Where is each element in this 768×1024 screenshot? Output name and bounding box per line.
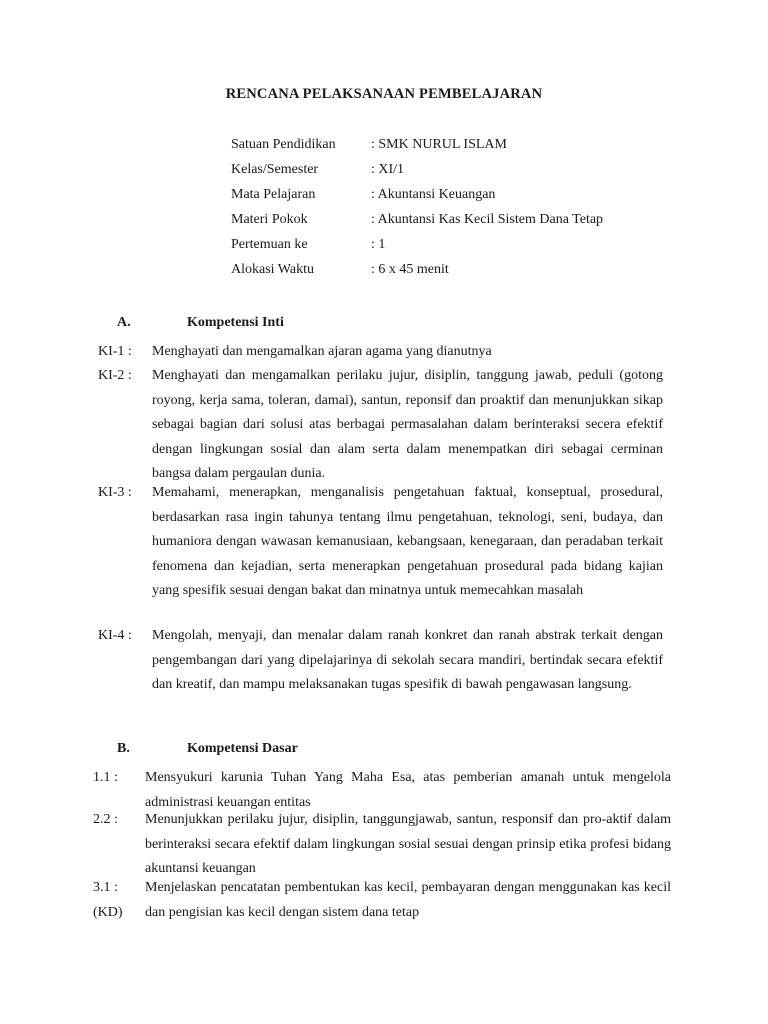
kd-code: 1.1 : <box>93 770 118 785</box>
section-title: Kompetensi Dasar <box>187 741 298 756</box>
identity-value: : 6 x 45 menit <box>371 262 449 277</box>
kd-text: Mensyukuri karunia Tuhan Yang Maha Esa, atas pemberian amanah untuk mengelola administrasi keuangan entitas <box>145 770 671 810</box>
ki-text: Menghayati dan mengamalkan ajaran agama yang dianutnya <box>152 344 492 359</box>
identity-value: : Akuntansi Kas Kecil Sistem Dana Tetap <box>371 212 604 227</box>
identity-row <box>231 162 603 187</box>
ki-code: KI-3 : <box>98 485 132 500</box>
kd-code-secondary: (KD) <box>93 905 123 920</box>
identity-label: Pertemuan ke <box>231 237 308 252</box>
identity-label: Kelas/Semester <box>231 162 319 177</box>
ki-code: KI-2 : <box>98 368 132 383</box>
identity-row <box>231 187 603 212</box>
ki-text: Memahami, menerapkan, menganalisis pengetahuan faktual, konseptual, prosedural, berdasarkan rasa ingin tahunya tentang ilmu pengetahuan, teknologi, seni, budaya, dan humaniora dengan wawasan kemanusiaan, kebangsaan, kenegaraan, dan peradaban terkait fenomena dan kejadian, serta menerapkan pengetahuan prosedural pada bidang kajian yang spesifik sesuai dengan bakat dan minatnya untuk memecahkan masalah <box>152 485 663 598</box>
identity-row <box>231 237 603 262</box>
kd-code: 2.2 : <box>93 812 118 827</box>
identity-value: : XI/1 <box>371 162 405 177</box>
identity-value: : 1 <box>371 237 386 252</box>
section-letter: B. <box>117 741 130 756</box>
identity-label: Alokasi Waktu <box>231 262 314 277</box>
section-letter: A. <box>117 315 131 330</box>
ki-code: KI-4 : <box>98 628 132 643</box>
section-title: Kompetensi Inti <box>187 315 284 330</box>
identity-row <box>231 212 603 237</box>
page-title: RENCANA PELAKSANAAN PEMBELAJARAN <box>225 86 543 102</box>
ki-text: Menghayati dan mengamalkan perilaku jujur, disiplin, tanggung jawab, peduli (gotong royong, kerja sama, toleran, damai), santun, reponsif dan proaktif dan menunjukkan sikap sebagai bagian dari solusi atas berbagai permasalahan dalam berinteraksi secera efektif dengan lingkungan sosial dan alam serta dalam menempatkan diri sebagai cerminan bangsa dalam pergaulan dunia. <box>152 368 663 481</box>
kd-text: Menjelaskan pencatatan pembentukan kas kecil, pembayaran dengan menggunakan kas kecil dan pengisian kas kecil dengan sistem dana tetap <box>145 880 671 920</box>
identity-row <box>231 262 603 287</box>
kd-text: Menunjukkan perilaku jujur, disiplin, tanggungjawab, santun, responsif dan pro-aktif dalam berinteraksi secara efektif dalam lingkungan sosial sesuai dengan prinsip etika profesi bidang akuntansi keuangan <box>145 812 671 876</box>
ki-text: Mengolah, menyaji, dan menalar dalam ranah konkret dan ranah abstrak terkait dengan pengembangan dari yang dipelajarinya di sekolah secara mandiri, bertindak secara efektif dan kreatif, dan mampu melaksanakan tugas spesifik di bawah pengawasan langsung. <box>152 628 663 692</box>
identity-label: Materi Pokok <box>231 212 308 227</box>
kd-code: 3.1 : <box>93 880 118 895</box>
identity-label: Satuan Pendidikan <box>231 137 336 152</box>
identity-row <box>231 137 603 162</box>
identity-value: : SMK NURUL ISLAM <box>371 137 507 152</box>
identity-value: : Akuntansi Keuangan <box>371 187 496 202</box>
ki-code: KI-1 : <box>98 344 132 359</box>
identity-label: Mata Pelajaran <box>231 187 316 202</box>
identity-table <box>231 137 603 287</box>
